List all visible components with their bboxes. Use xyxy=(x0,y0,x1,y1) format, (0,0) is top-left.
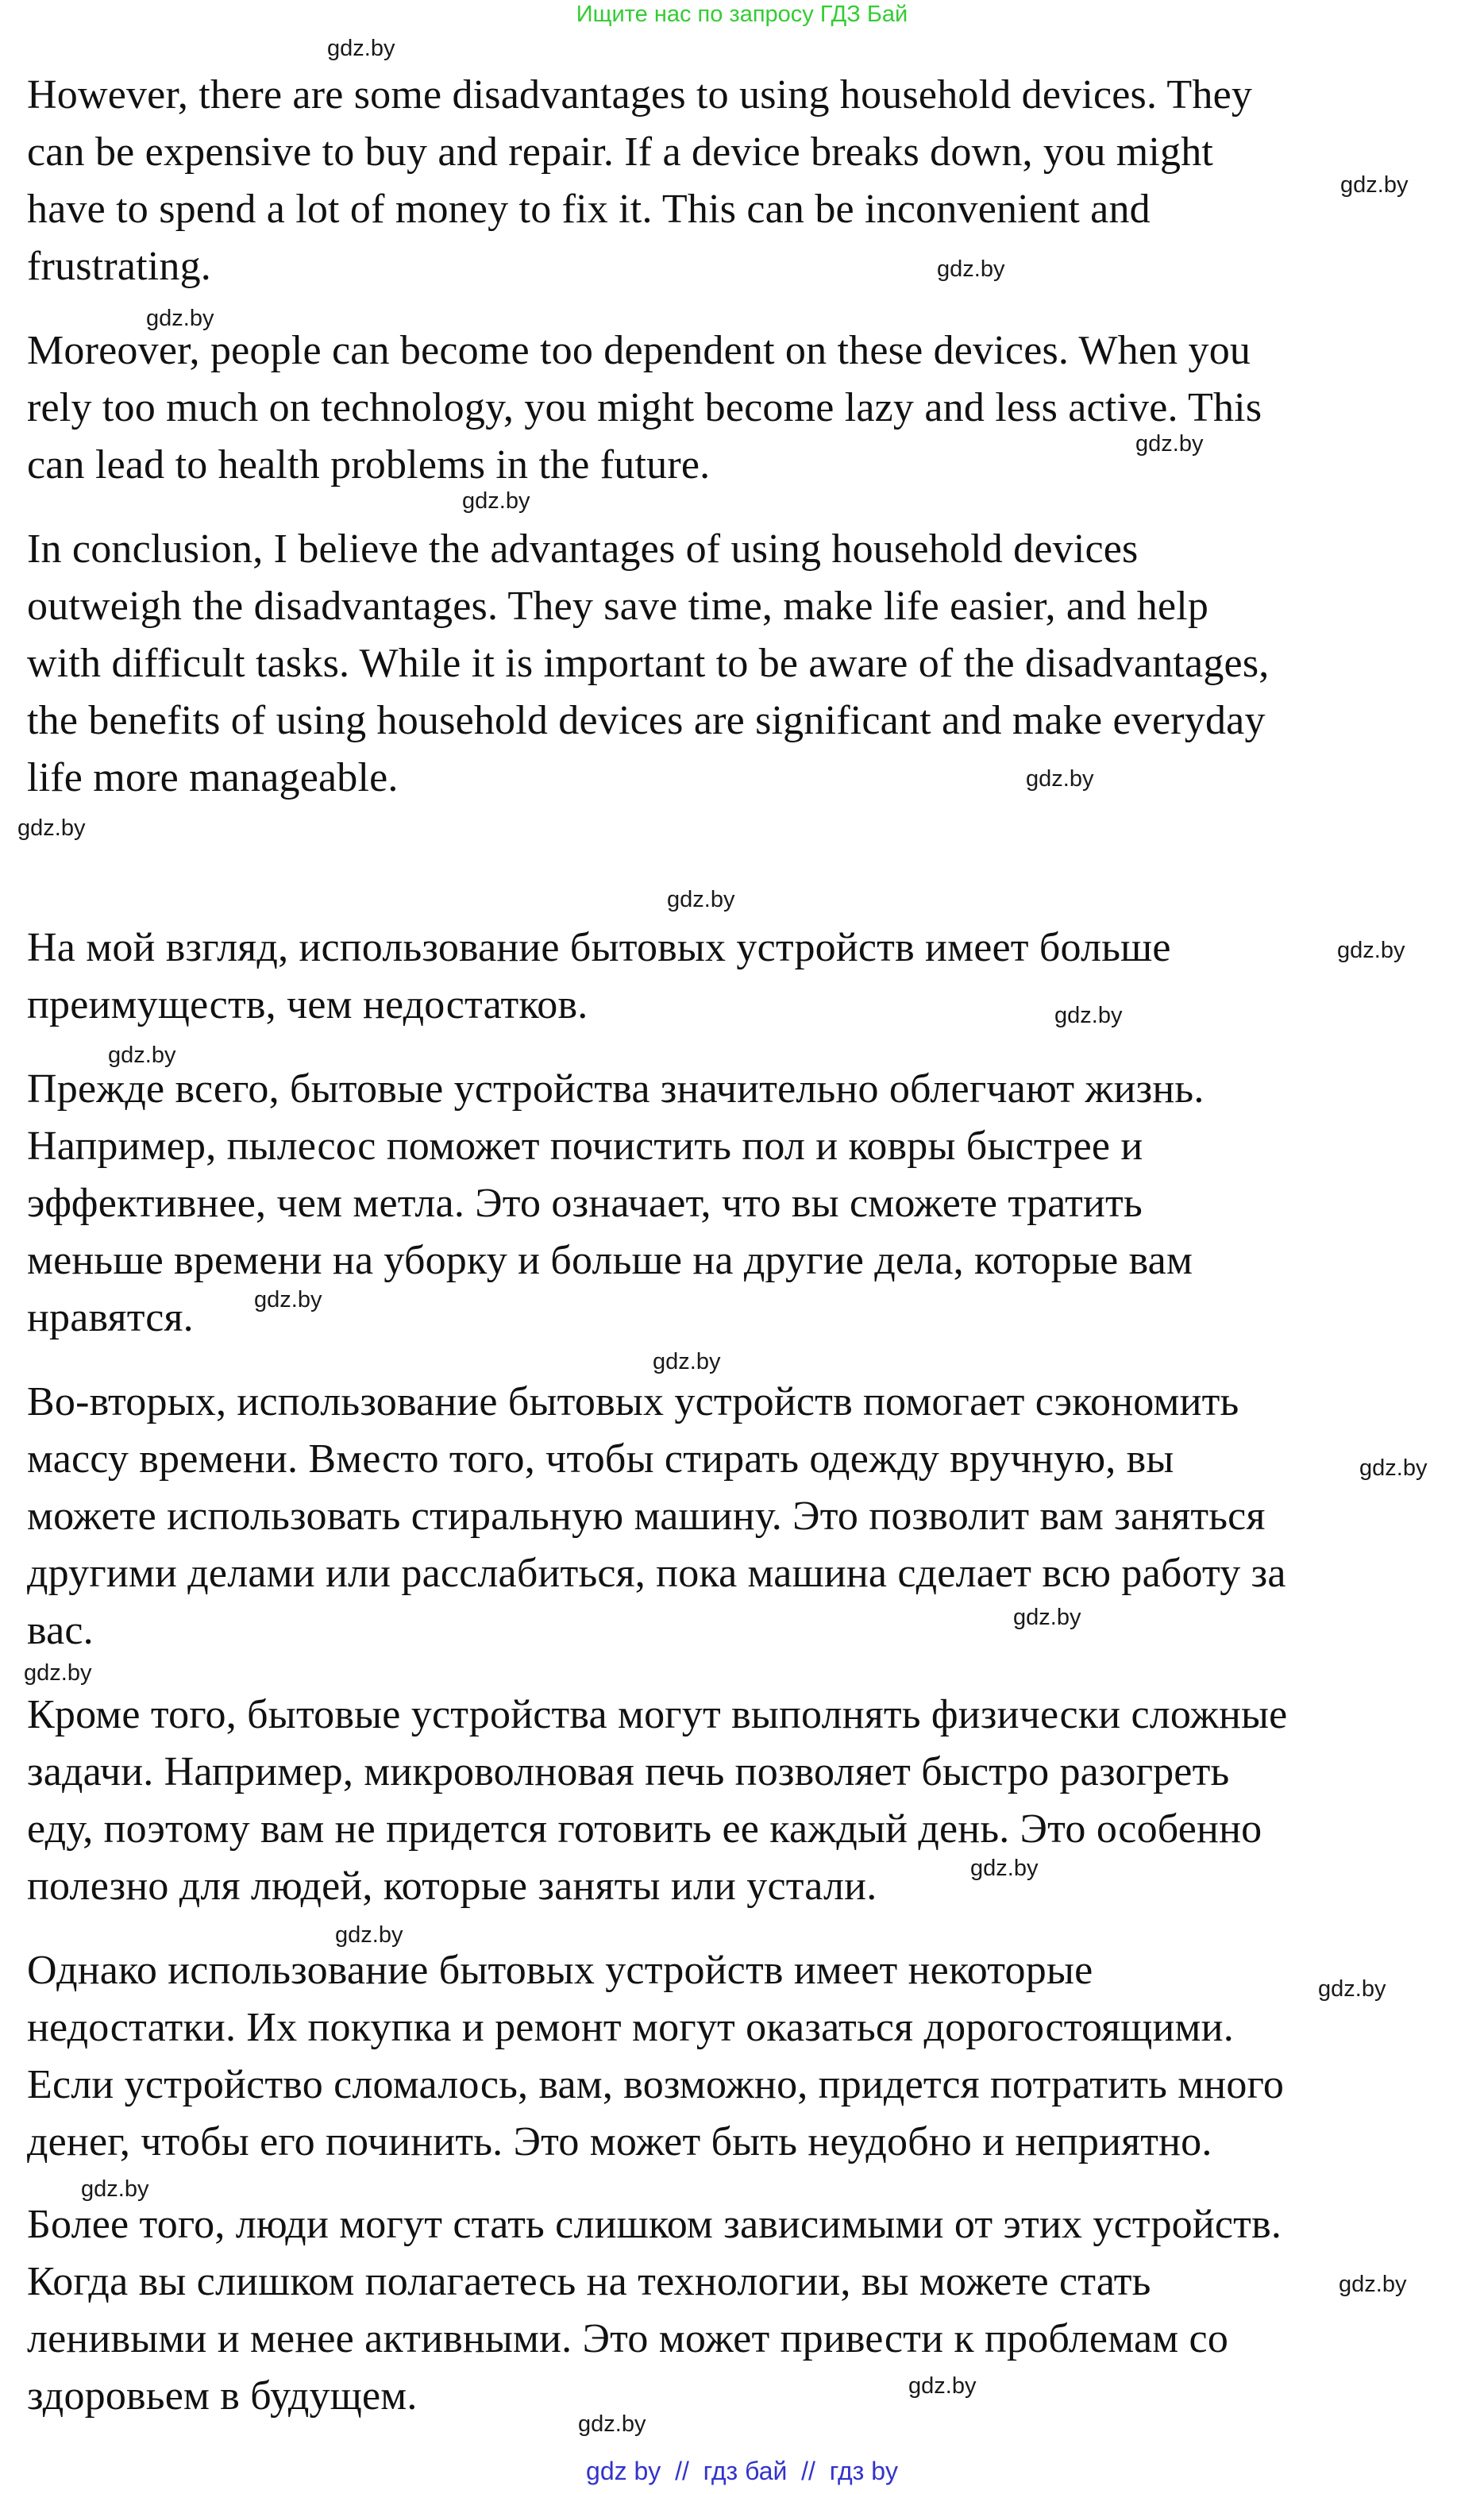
text-line: rely too much on technology, you might become lazy and less active. This xyxy=(27,385,1262,430)
text-line: На мой взгляд, использование бытовых устройств имеет больше xyxy=(27,925,1171,970)
paragraph-ru-however xyxy=(27,1942,1448,2171)
paragraph-ru-opinion xyxy=(27,919,1448,1034)
watermark: gdz.by xyxy=(1340,172,1409,198)
text-line: Во-вторых, использование бытовых устройств помогает сэкономить xyxy=(27,1379,1239,1424)
footer-links: gdz by // гдз бай // гдз by xyxy=(586,2457,898,2485)
watermark: gdz.by xyxy=(335,1922,403,1948)
watermark: gdz.by xyxy=(81,2176,149,2202)
text-line: массу времени. Вместо того, чтобы стирать одежду вручную, вы xyxy=(27,1436,1174,1482)
watermark: gdz.by xyxy=(1359,1455,1428,1481)
text-line: can be expensive to buy and repair. If a device breaks down, you might xyxy=(27,129,1214,175)
text-line: Если устройство сломалось, вам, возможно, придется потратить много xyxy=(27,2062,1285,2107)
text-line: здоровьем в будущем. xyxy=(27,2373,418,2419)
text-line: недостатки. Их покупка и ремонт могут оказаться дорогостоящими. xyxy=(27,2005,1234,2050)
watermark: gdz.by xyxy=(17,815,86,841)
text-line: задачи. Например, микроволновая печь позволяет быстро разогреть xyxy=(27,1749,1230,1794)
text-line: ленивыми и менее активными. Это может привести к проблемам со xyxy=(27,2316,1229,2361)
watermark: gdz.by xyxy=(578,2411,646,2437)
text-line: Прежде всего, бытовые устройства значительно облегчают жизнь. xyxy=(27,1066,1205,1112)
watermark: gdz.by xyxy=(1135,431,1204,457)
text-line: полезно для людей, которые заняты или устали. xyxy=(27,1864,877,1909)
text-line: вас. xyxy=(27,1608,94,1653)
watermark: gdz.by xyxy=(254,1287,322,1313)
watermark: gdz.by xyxy=(146,306,214,331)
text-line: другими делами или расслабиться, пока машина сделает всю работу за xyxy=(27,1551,1286,1596)
text-line: Более того, люди могут стать слишком зависимыми от этих устройств. xyxy=(27,2202,1282,2247)
watermark: gdz.by xyxy=(1318,1976,1386,2002)
text-line: Однако использование бытовых устройств имеет некоторые xyxy=(27,1948,1093,1993)
text-line: меньше времени на уборку и больше на другие дела, которые вам xyxy=(27,1238,1193,1283)
text-line: have to spend a lot of money to fix it. This can be inconvenient and xyxy=(27,187,1151,232)
text-line: денег, чтобы его починить. Это может быть неудобно и неприятно. xyxy=(27,2119,1212,2164)
watermark: gdz.by xyxy=(1054,1003,1123,1028)
paragraph-dependence xyxy=(27,322,1448,494)
watermark: gdz.by xyxy=(908,2373,977,2399)
paragraph-ru-second xyxy=(27,1374,1448,1659)
text-line: However, there are some disadvantages to using household devices. They xyxy=(27,72,1253,118)
paragraph-ru-besides xyxy=(27,1686,1448,1915)
text-line: можете использовать стиральную машину. Это позволит вам заняться xyxy=(27,1494,1266,1539)
text-line: эффективнее, чем метла. Это означает, что вы сможете тратить xyxy=(27,1181,1143,1226)
text-line: нравятся. xyxy=(27,1295,194,1340)
watermark: gdz.by xyxy=(653,1349,721,1374)
watermark: gdz.by xyxy=(108,1043,176,1068)
text-line: with difficult tasks. While it is important to be aware of the disadvantages, xyxy=(27,641,1270,686)
watermark: gdz.by xyxy=(1013,1605,1081,1630)
top-banner: Ищите нас по запросу ГДЗ Бай xyxy=(576,2,908,27)
text-line: outweigh the disadvantages. They save time, make life easier, and help xyxy=(27,584,1209,629)
paragraph-conclusion xyxy=(27,521,1448,807)
watermark: gdz.by xyxy=(667,887,735,912)
text-line: Кроме того, бытовые устройства могут выполнять физически сложные xyxy=(27,1692,1288,1737)
watermark: gdz.by xyxy=(937,256,1005,282)
watermark: gdz.by xyxy=(1339,2272,1407,2297)
watermark: gdz.by xyxy=(1026,766,1094,792)
watermark: gdz.by xyxy=(1337,938,1405,963)
text-line: Когда вы слишком полагаетесь на технологии, вы можете стать xyxy=(27,2259,1151,2304)
paragraph-disadvantages xyxy=(27,67,1448,295)
watermark: gdz.by xyxy=(327,36,395,61)
text-line: Moreover, people can become too dependent on these devices. When you xyxy=(27,328,1251,373)
paragraph-ru-moreover xyxy=(27,2196,1448,2425)
watermark: gdz.by xyxy=(970,1856,1039,1881)
text-line: In conclusion, I believe the advantages of using household devices xyxy=(27,526,1139,572)
text-line: can lead to health problems in the future. xyxy=(27,442,711,488)
watermark: gdz.by xyxy=(24,1660,92,1686)
paragraph-ru-first xyxy=(27,1061,1448,1347)
watermark: gdz.by xyxy=(462,488,530,514)
text-line: преимуществ, чем недостатков. xyxy=(27,982,588,1027)
text-line: life more manageable. xyxy=(27,755,399,800)
text-line: the benefits of using household devices are significant and make everyday xyxy=(27,698,1266,743)
text-line: еду, поэтому вам не придется готовить ее каждый день. Это особенно xyxy=(27,1806,1262,1852)
text-line: frustrating. xyxy=(27,244,212,289)
text-line: Например, пылесос поможет почистить пол и ковры быстрее и xyxy=(27,1124,1143,1169)
